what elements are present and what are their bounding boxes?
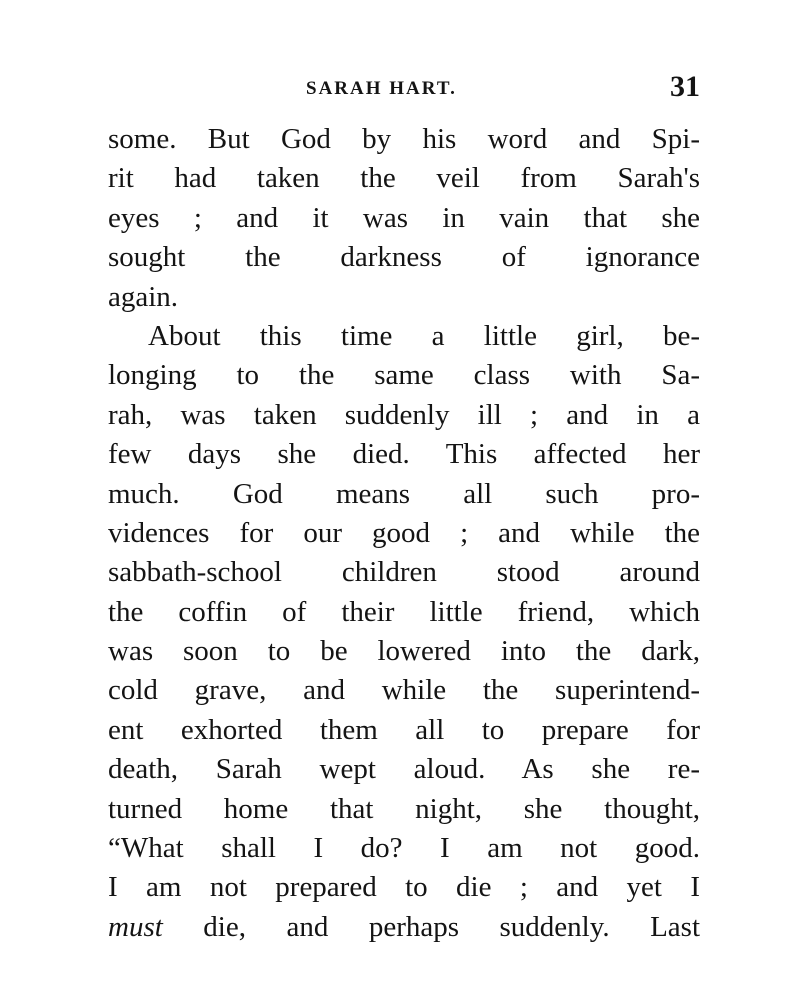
text-line-rest: die, and perhaps suddenly. Last (162, 910, 700, 943)
text-line: much. God means all such pro- (108, 477, 700, 510)
paragraph-start-line: About this time a little girl, be- (148, 319, 700, 352)
text-line: was soon to be lowered into the dark, (108, 635, 700, 668)
text-line: I am not prepared to die ; and yet I (108, 871, 700, 904)
text-line-emphasis (108, 908, 700, 947)
running-title: SARAH HART. (306, 78, 457, 99)
text-line: turned home that night, she thought, (108, 792, 700, 825)
text-line: sabbath-school children stood around (108, 556, 700, 589)
text-line: cold grave, and while the superintend- (108, 674, 700, 707)
text-line: sought the darkness of ignorance (108, 241, 700, 274)
running-head (108, 70, 700, 106)
text-line: vidences for our good ; and while the (108, 516, 700, 549)
text-line: some. But God by his word and Spi- (108, 123, 700, 155)
text-line: eyes ; and it was in vain that she (108, 201, 700, 234)
text-line: ent exhorted them all to prepare for (108, 713, 700, 746)
italic-word: must (108, 910, 163, 943)
text-line: “What shall I do? I am not good. (108, 832, 700, 865)
body-text (108, 120, 700, 947)
page-number: 31 (670, 70, 700, 103)
text-line: again. (108, 280, 179, 313)
text-line: rit had taken the veil from Sarah's (108, 162, 700, 195)
text-line: longing to the same class with Sa- (108, 359, 700, 392)
text-line: death, Sarah wept aloud. As she re- (108, 753, 700, 786)
text-line: few days she died. This affected her (108, 438, 700, 471)
text-line: the coffin of their little friend, which (108, 595, 700, 628)
text-line: rah, was taken suddenly ill ; and in a (108, 398, 700, 431)
